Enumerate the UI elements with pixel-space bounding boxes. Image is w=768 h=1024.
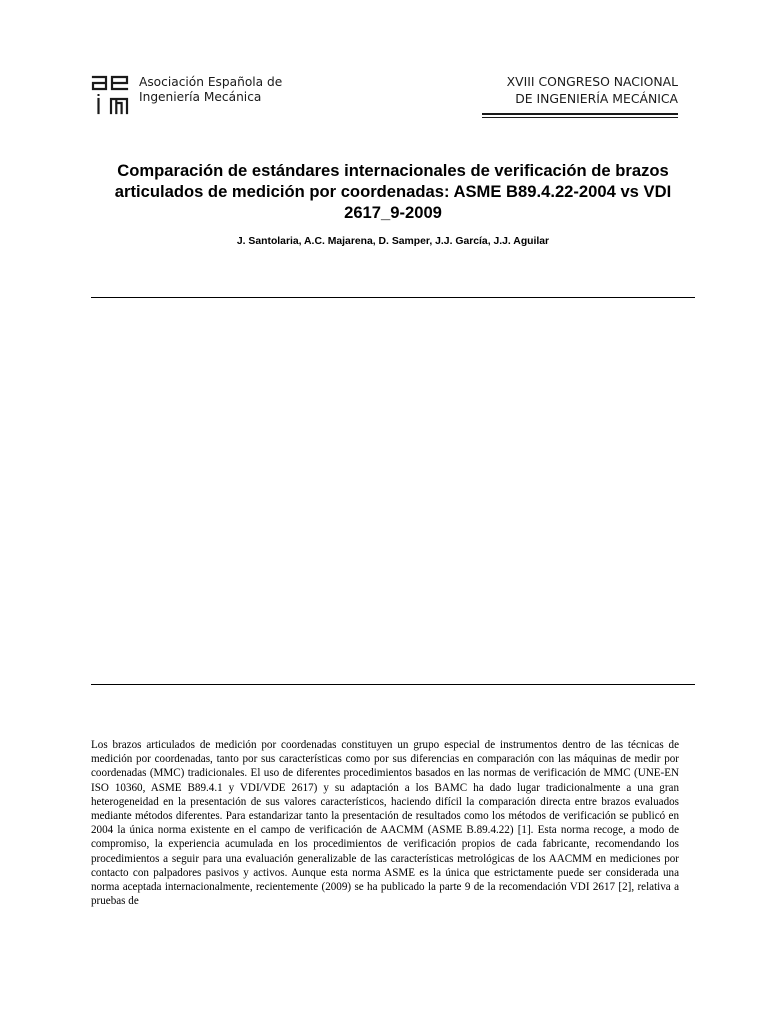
association-name-line-1: Asociación Española de xyxy=(139,75,283,89)
association-name-line-2: Ingeniería Mecánica xyxy=(139,90,262,104)
congress-divider-thick xyxy=(482,113,678,115)
aeim-logo-icon xyxy=(91,73,133,115)
abstract-area xyxy=(91,299,695,683)
congress-line-1: XVIII CONGRESO NACIONAL xyxy=(506,74,678,89)
congress-header xyxy=(482,73,678,118)
congress-line-2: DE INGENIERÍA MECÁNICA xyxy=(515,91,678,106)
paper-body-paragraph: Los brazos articulados de medición por coordenadas constituyen un grupo especial de instrumentos dentro de las técnicas de medición por coordenadas, tanto por sus características como por sus diferencias en comparación con las máquinas de medir por coordenadas (MMC) tradicionales. El uso de diferentes procedimientos basados en las normas de verificación de MMC (UNE-EN ISO 10360, ASME B89.4.1 y VDI/VDE 2617) y su adaptación a los BAMC ha dado lugar tradicionalmente a una gran heterogeneidad en la presentación de sus valores característicos, haciendo difícil la comparación directa entre brazos evaluados mediante métodos diferentes. Para estandarizar tanto la presentación de resultados como los métodos de verificación se publicó en 2004 la única norma existente en el campo de verificación de AACMM (ASME B.89.4.22) [1]. Esta norma recoge, a modo de compromiso, la experiencia acumulada en los procedimientos de verificación propios de cada fabricante, recomendando los procedimientos a seguir para una evaluación generalizable de las características metrológicas de los AACMM en mediciones por contacto con palpadores pasivos y activos. Aunque esta norma ASME es la única que estrictamente puede ser considerada una norma aceptada internacionalmente, recientemente (2009) se ha publicado la parte 9 de la recomendación VDI 2617 [2], relativa a pruebas de xyxy=(91,739,679,908)
abstract-top-divider xyxy=(91,297,695,298)
congress-divider-thin xyxy=(482,117,678,118)
paper-title: Comparación de estándares internacionales de verificación de brazos articulados de medición por coordenadas: ASME B89.4.22-2004 vs VDI 2617_9-2009 xyxy=(114,161,672,222)
association-name xyxy=(139,73,282,105)
association-logo xyxy=(91,73,282,115)
paper-authors: J. Santolaria, A.C. Majarena, D. Samper, J.J. García, J.J. Aguilar xyxy=(236,236,550,247)
abstract-bottom-divider xyxy=(91,684,695,685)
